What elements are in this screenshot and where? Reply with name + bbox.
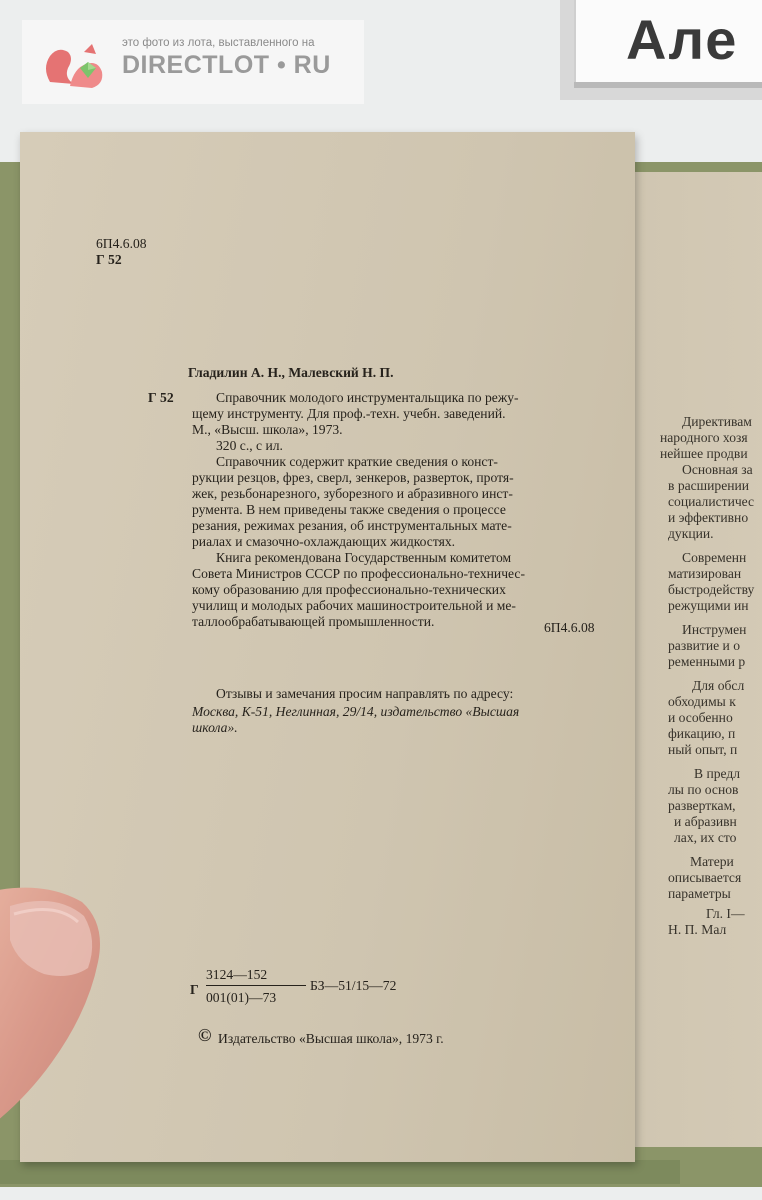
- right-page-line: нейшее продви: [660, 446, 748, 461]
- index-letter: Г: [190, 982, 199, 997]
- book-cover-edge: [0, 1160, 680, 1184]
- catalog-letter-top: Г 52: [96, 252, 122, 267]
- address-line-1: Москва, К-51, Неглинная, 29/14, издательство «Высшая: [192, 704, 520, 719]
- right-page-line: описывается: [668, 870, 742, 885]
- feedback-line: Отзывы и замечания просим направлять по адресу:: [216, 686, 514, 701]
- right-page-line: быстродейству: [668, 582, 755, 597]
- right-page-line: дукции.: [668, 526, 714, 541]
- entry-line-3: М., «Высш. школа», 1973.: [192, 422, 343, 437]
- left-page: [20, 132, 635, 1162]
- annotation-line-7: Книга рекомендована Государственным комитетом: [216, 550, 512, 565]
- annotation-line-10: училищ и молодых рабочих машиностроительной и ме-: [192, 598, 516, 613]
- annotation-line-5: резания, режимах резания, об инструментальных мате-: [192, 518, 512, 533]
- annotation-line-3: жек, резьбонарезного, зуборезного и абразивного инст-: [192, 486, 513, 501]
- author-card-text: Але: [626, 8, 739, 71]
- right-page-line: разверткам,: [668, 798, 736, 813]
- right-page-line: матизирован: [668, 566, 742, 581]
- right-page-line: народного хозя: [660, 430, 748, 445]
- book-authors: Гладилин А. Н., Малевский Н. П.: [188, 365, 394, 380]
- right-page-line: параметры: [668, 886, 731, 901]
- entry-letter: Г 52: [148, 390, 174, 405]
- right-page-line: и особенно: [668, 710, 733, 725]
- right-page-line: лах, их сто: [674, 830, 737, 845]
- right-page-line: социалистичес: [668, 494, 755, 509]
- right-page-line: и эффективно: [668, 510, 749, 525]
- right-page-line: фикацию, п: [668, 726, 736, 741]
- right-page-line: Инструмен: [682, 622, 747, 637]
- right-page-line: Матери: [690, 854, 734, 869]
- index-fraction-bar: [206, 985, 306, 986]
- right-page-line: и абразивн: [674, 814, 737, 829]
- copyright-line: Издательство «Высшая школа», 1973 г.: [218, 1031, 444, 1046]
- right-page-line: ременными р: [668, 654, 746, 669]
- right-page-line: режущими ин: [668, 598, 749, 613]
- annotation-line-1: Справочник содержит краткие сведения о конст-: [216, 454, 498, 469]
- right-page-line: Основная за: [682, 462, 753, 477]
- annotation-line-8: Совета Министров СССР по профессионально-техничес-: [192, 566, 525, 581]
- right-page-line: Гл. I—: [706, 906, 745, 921]
- squirrel-logo-icon: [40, 38, 112, 94]
- catalog-code-top: 6П4.6.08: [96, 236, 147, 251]
- watermark-caption: это фото из лота, выставленного на: [122, 37, 315, 49]
- catalog-code-bottom: 6П4.6.08: [544, 620, 595, 635]
- index-numerator: 3124—152: [206, 967, 268, 982]
- index-denominator: 001(01)—73: [206, 990, 277, 1005]
- copyright-icon: ©: [198, 1025, 212, 1045]
- right-page-line: Н. П. Мал: [668, 922, 727, 937]
- annotation-line-9: кому образованию для профессионально-технических: [192, 582, 506, 597]
- annotation-line-4: румента. В нем приведены также сведения о процессе: [192, 502, 506, 517]
- right-page-line: ный опыт, п: [668, 742, 738, 757]
- annotation-line-6: риалах и смазочно-охлаждающих жидкостях.: [192, 534, 456, 549]
- right-page-line: лы по основ: [668, 782, 739, 797]
- entry-line-1: Справочник молодого инструментальщика по режу-: [216, 390, 519, 405]
- entry-line-4: 320 с., с ил.: [216, 438, 283, 453]
- thumb-image: [0, 884, 106, 1134]
- address-line-2: школа».: [192, 720, 238, 735]
- annotation-line-2: рукции резцов, фрез, сверл, зенкеров, разверток, протя-: [192, 470, 514, 485]
- right-page-line: развитие и о: [668, 638, 741, 653]
- right-page-line: Для обсл: [692, 678, 745, 693]
- annotation-line-11: таллообрабатывающей промышленности.: [192, 614, 435, 629]
- right-page-line: В предл: [694, 766, 741, 781]
- right-page-line: в расширении: [668, 478, 750, 493]
- entry-line-2: щему инструменту. Для проф.-техн. учебн. заведений.: [192, 406, 506, 421]
- right-page-line: Современн: [682, 550, 747, 565]
- watermark-brand: DIRECTLOT • RU: [122, 51, 331, 79]
- right-page-line: Директивам: [682, 414, 752, 429]
- right-page-line: обходимы к: [668, 694, 736, 709]
- watermark-banner: [22, 20, 364, 104]
- index-suffix: БЗ—51/15—72: [310, 978, 397, 993]
